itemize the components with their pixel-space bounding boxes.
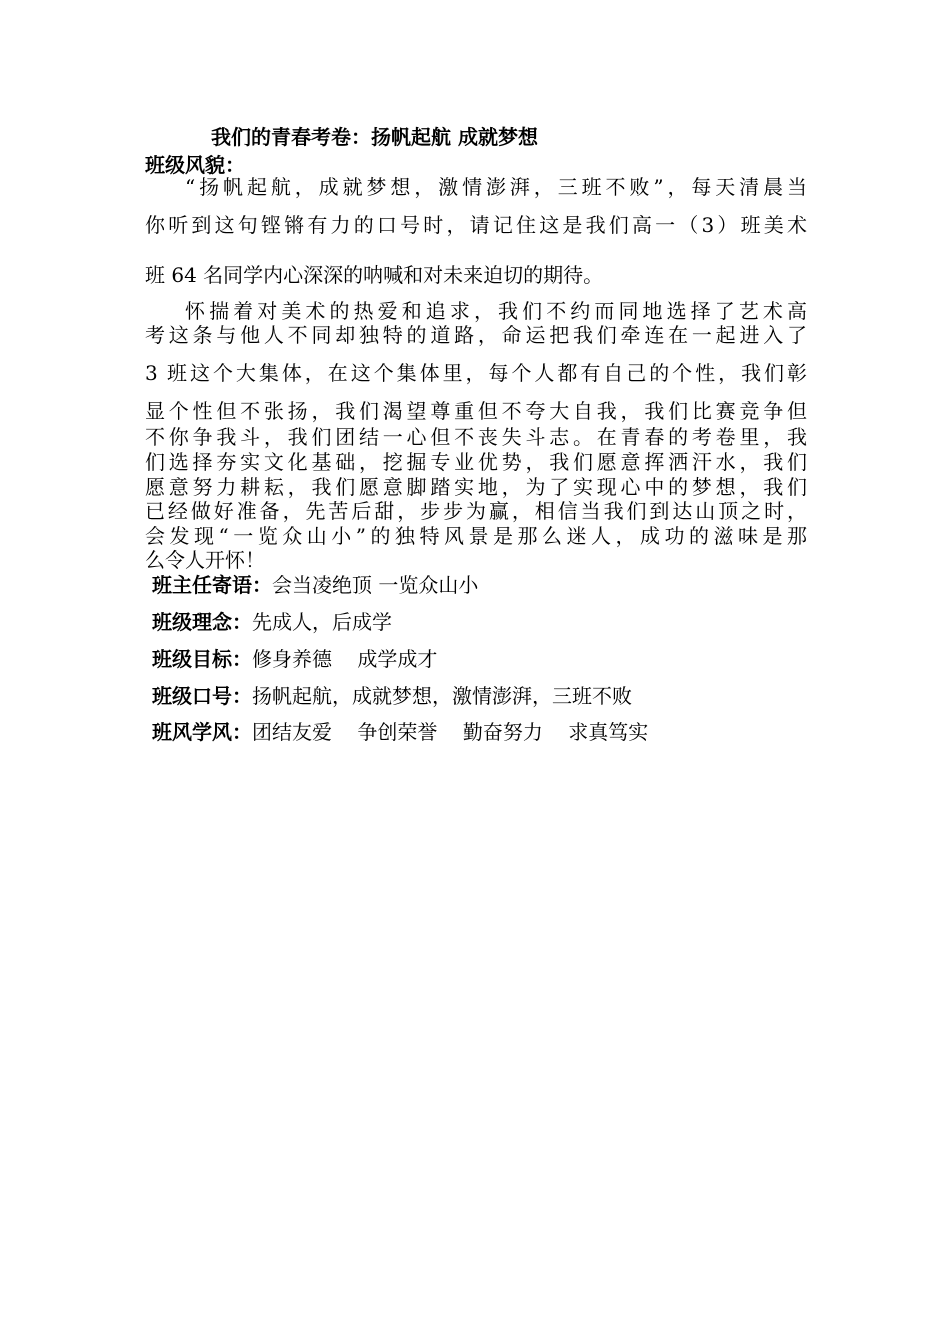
meta-label: 班级理念： bbox=[152, 610, 252, 634]
meta-label: 班级目标： bbox=[152, 647, 252, 671]
meta-row-teacher-message bbox=[152, 572, 478, 598]
paragraph-line: “扬帆起航，成就梦想，激情澎湃，三班不败”，每天清晨当 bbox=[185, 175, 807, 199]
paragraph-line: 会发现“一览众山小”的独特风景是那么迷人，成功的滋味是那 bbox=[145, 524, 807, 548]
meta-row-slogan bbox=[152, 683, 632, 709]
meta-value: 会当凌绝顶 一览众山小 bbox=[272, 573, 479, 597]
meta-value: 扬帆起航，成就梦想，激情澎湃，三班不败 bbox=[252, 684, 632, 708]
meta-row-style bbox=[152, 719, 648, 745]
meta-label: 班级口号： bbox=[152, 684, 252, 708]
paragraph-line: 们选择夯实文化基础，挖掘专业优势，我们愿意挥洒汗水，我们 bbox=[145, 450, 807, 474]
meta-value: 团结友爱 争创荣誉 勤奋努力 求真笃实 bbox=[252, 720, 649, 744]
meta-label: 班主任寄语： bbox=[152, 573, 272, 597]
meta-row-concept bbox=[152, 609, 392, 635]
paragraph-line: 班 64 名同学内心深深的呐喊和对未来迫切的期待。 bbox=[145, 263, 604, 287]
meta-value: 修身养德 成学成才 bbox=[252, 647, 438, 671]
meta-row-goal bbox=[152, 646, 437, 672]
section-heading: 班级风貌： bbox=[145, 153, 245, 177]
paragraph-line: 不你争我斗，我们团结一心但不丧失斗志。在青春的考卷里，我 bbox=[145, 425, 807, 449]
meta-label: 班风学风： bbox=[152, 720, 252, 744]
paragraph-line: 怀揣着对美术的热爱和追求，我们不约而同地选择了艺术高 bbox=[185, 299, 807, 323]
paragraph-line: 么令人开怀！ bbox=[145, 548, 265, 572]
paragraph-line: 已经做好准备，先苦后甜，步步为赢，相信当我们到达山顶之时， bbox=[145, 499, 807, 523]
document-title: 我们的青春考卷：扬帆起航 成就梦想 bbox=[211, 125, 538, 149]
paragraph-line: 你听到这句铿锵有力的口号时，请记住这是我们高一（3）班美术 bbox=[145, 213, 807, 237]
paragraph-line: 3 班这个大集体，在这个集体里，每个人都有自己的个性，我们彰 bbox=[145, 361, 807, 385]
paragraph-line: 愿意努力耕耘，我们愿意脚踏实地，为了实现心中的梦想，我们 bbox=[145, 475, 807, 499]
paragraph-line: 显个性但不张扬，我们渴望尊重但不夸大自我，我们比赛竞争但 bbox=[145, 399, 807, 423]
meta-value: 先成人，后成学 bbox=[252, 610, 392, 634]
paragraph-line: 考这条与他人不同却独特的道路，命运把我们牵连在一起进入了 bbox=[145, 323, 807, 347]
